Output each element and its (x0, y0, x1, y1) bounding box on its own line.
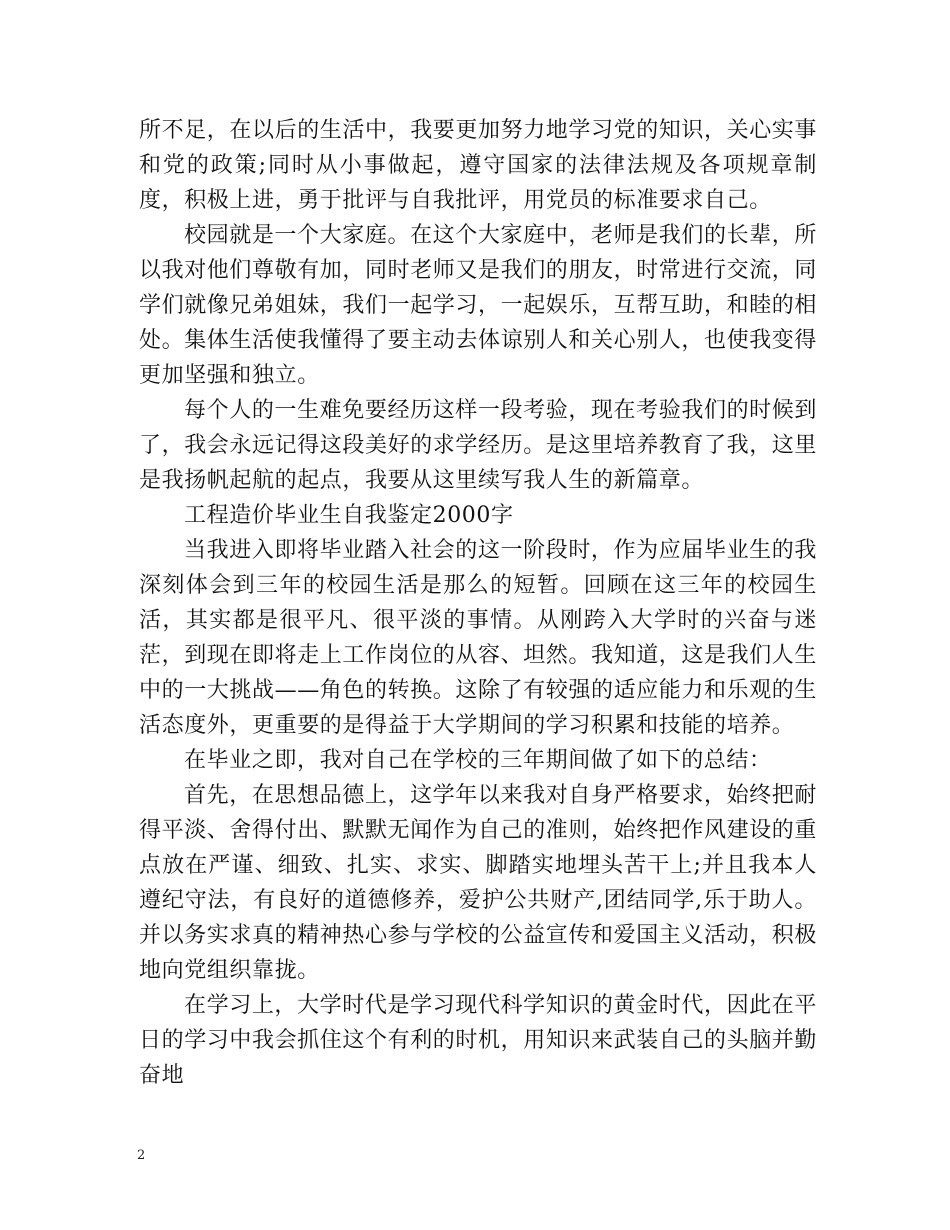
paragraph-2: 校园就是一个大家庭。在这个大家庭中，老师是我们的长辈，所以我对他们尊敬有加，同时老师又是我们的朋友，时常进行交流，同学们就像兄弟姐妹，我们一起学习，一起娱乐，互帮互助，和睦的相处。集体生活使我懂得了要主动去体谅别人和关心别人，也使我变得更加坚强和独立。 (139, 223, 818, 388)
document-body (139, 113, 817, 1093)
section-heading: 工程造价毕业生自我鉴定2000字 (184, 503, 514, 528)
paragraph-3: 每个人的一生难免要经历这样一段考验，现在考验我们的时候到了，我会永远记得这段美好的求学经历。是这里培养教育了我，这里是我扬帆起航的起点，我要从这里续写我人生的新篇章。 (139, 398, 818, 493)
paragraph-7: 首先，在思想品德上，这学年以来我对自身严格要求，始终把耐得平淡、舍得付出、默默无闻作为自己的准则，始终把作风建设的重点放在严谨、细致、扎实、求实、脚踏实地埋头苦干上;并且我本人遵纪守法，有良好的道德修养，爱护公共财产,团结同学,乐于助人。并以务实求真的精神热心参与学校的公益宣传和爱国主义活动，积极地向党组织靠拢。 (139, 783, 818, 983)
paragraph-1: 所不足，在以后的生活中，我要更加努力地学习党的知识，关心实事和党的政策;同时从小事做起，遵守国家的法律法规及各项规章制度，积极上进，勇于批评与自我批评，用党员的标准要求自己。 (139, 118, 818, 213)
page-number: 2 (137, 1148, 146, 1163)
paragraph-8: 在学习上，大学时代是学习现代科学知识的黄金时代，因此在平日的学习中我会抓住这个有利的时机，用知识来武装自己的头脑并勤奋地 (139, 993, 818, 1088)
paragraph-6: 在毕业之即，我对自己在学校的三年期间做了如下的总结： (184, 748, 772, 773)
paragraph-5: 当我进入即将毕业踏入社会的这一阶段时，作为应届毕业生的我深刻体会到三年的校园生活是那么的短暂。回顾在这三年的校园生活，其实都是很平凡、很平淡的事情。从刚跨入大学时的兴奋与迷茫，到现在即将走上工作岗位的从容、坦然。我知道，这是我们人生中的一大挑战——角色的转换。这除了有较强的适应能力和乐观的生活态度外，更重要的是得益于大学期间的学习积累和技能的培养。 (139, 538, 818, 738)
